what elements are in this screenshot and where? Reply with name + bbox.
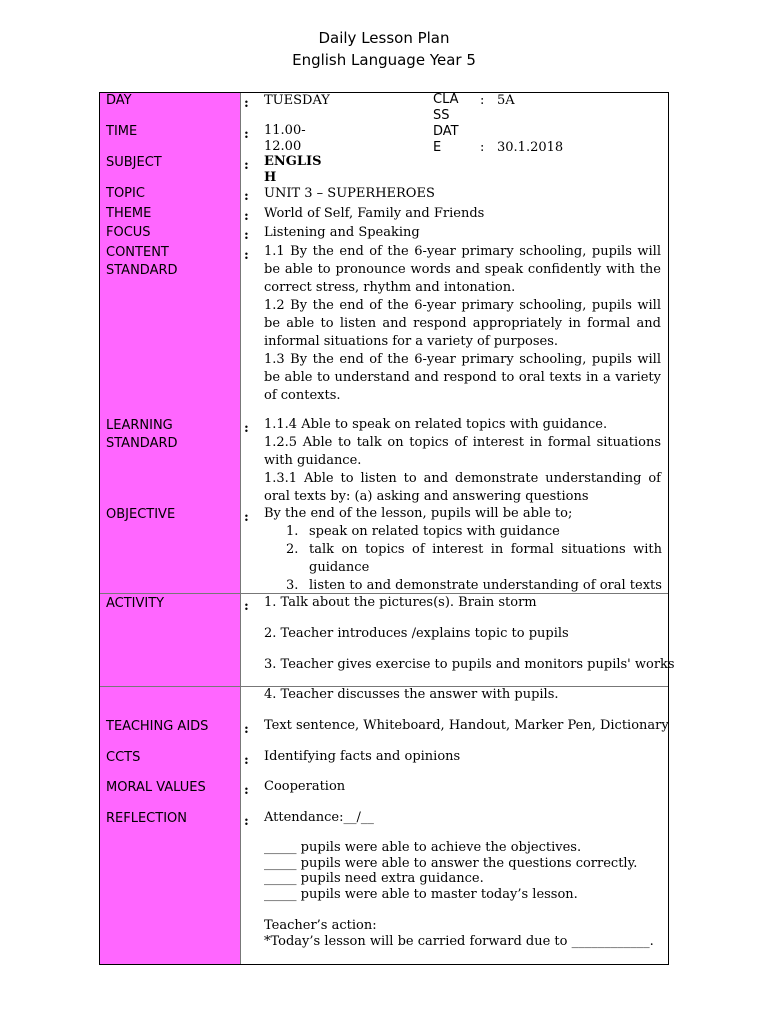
time-label: TIME <box>106 124 138 139</box>
lesson-title: Daily Lesson Plan <box>318 29 450 47</box>
colon: : <box>244 722 249 737</box>
teacher-action-text: *Today’s lesson will be carried forward due to ____________. <box>264 934 654 949</box>
column-divider <box>240 93 241 964</box>
colon: : <box>244 783 249 798</box>
ccts-value: Identifying facts and opinions <box>264 749 461 764</box>
content-standard-label: CONTENT STANDARD <box>106 245 178 278</box>
colon: : <box>244 228 249 243</box>
activity-label: ACTIVITY <box>106 596 165 611</box>
focus-value: Listening and Speaking <box>264 225 420 240</box>
date-label: DAT E <box>433 124 459 155</box>
learning-standard-label: LEARNING STANDARD <box>106 418 178 451</box>
day-value: TUESDAY <box>264 93 330 108</box>
class-value: 5A <box>497 93 515 108</box>
reflection-line: _____ pupils were able to answer the questions correctly. <box>264 855 638 871</box>
objective-item <box>286 541 662 577</box>
teaching-aids-value: Text sentence, Whiteboard, Handout, Marker Pen, Dictionary <box>264 718 669 733</box>
objective-text: talk on topics of interest in formal situations with guidance <box>309 542 662 575</box>
subject-value: ENGLIS H <box>264 154 322 185</box>
colon: : <box>480 93 485 108</box>
objective-number: 3. <box>286 578 299 593</box>
content-standard-item: 1.3 By the end of the 6-year primary schooling, pupils will be able to understand and respond to oral texts in a variety of contexts. <box>264 352 661 403</box>
colon: : <box>244 189 249 204</box>
class-label: CLA SS <box>433 92 459 123</box>
activity-item: 1. Talk about the pictures(s). Brain storm <box>264 595 537 610</box>
teacher-action-label: Teacher’s action: <box>264 918 377 933</box>
objective-intro: By the end of the lesson, pupils will be able to; <box>264 506 573 521</box>
topic-value: UNIT 3 – SUPERHEROES <box>264 186 435 201</box>
activity-item: 3. Teacher gives exercise to pupils and monitors pupils' works <box>264 657 675 672</box>
objective-label: OBJECTIVE <box>106 507 176 522</box>
content-standard-item: 1.2 By the end of the 6-year primary schooling, pupils will be able to listen and respond appropriately in formal and informal situations for a variety of purposes. <box>264 298 661 349</box>
time-value: 11.00- 12.00 <box>264 123 306 154</box>
colon: : <box>244 753 249 768</box>
learning-standard-item: 1.1.4 Able to speak on related topics with guidance. <box>264 417 608 432</box>
colon: : <box>244 814 249 829</box>
moral-values-label: MORAL VALUES <box>106 780 206 795</box>
date-value: 30.1.2018 <box>497 140 564 155</box>
content-standard-item: 1.1 By the end of the 6-year primary schooling, pupils will be able to pronounce words and speak confidently with the correct stress, rhythm and intonation. <box>264 244 661 295</box>
activity-item: 2. Teacher introduces /explains topic to pupils <box>264 626 569 641</box>
reflection-line: _____ pupils were able to achieve the objectives. <box>264 840 582 855</box>
objective-item <box>286 577 662 595</box>
objective-text: speak on related topics with guidance <box>309 524 560 539</box>
ccts-label: CCTS <box>106 750 141 765</box>
activity-item: 4. Teacher discusses the answer with pupils. <box>264 687 559 702</box>
colon: : <box>244 510 249 525</box>
content-standard-list <box>264 243 661 405</box>
colon: : <box>244 421 249 436</box>
objective-number: 2. <box>286 542 299 557</box>
colon: : <box>244 96 249 111</box>
moral-values-value: Cooperation <box>264 779 346 794</box>
reflection-line: _____ pupils need extra guidance. <box>264 871 484 886</box>
teaching-aids-label: TEACHING AIDS <box>106 719 209 734</box>
objective-number: 1. <box>286 524 299 539</box>
lesson-subtitle: English Language Year 5 <box>292 51 476 69</box>
objective-text: listen to and demonstrate understanding of oral texts <box>309 578 662 593</box>
colon: : <box>244 158 249 173</box>
objective-item <box>286 523 662 541</box>
learning-standard-list <box>264 416 661 506</box>
colon: : <box>244 127 249 142</box>
learning-standard-item: 1.2.5 Able to talk on topics of interest in formal situations with guidance. <box>264 435 661 468</box>
reflection-lines <box>264 840 637 902</box>
colon: : <box>480 140 485 155</box>
reflection-line: _____ pupils were able to master today’s lesson. <box>264 886 578 902</box>
day-label: DAY <box>106 93 132 108</box>
colon: : <box>244 599 249 614</box>
theme-value: World of Self, Family and Friends <box>264 206 485 221</box>
reflection-label: REFLECTION <box>106 811 187 826</box>
subject-label: SUBJECT <box>106 155 162 170</box>
attendance-line: Attendance:__/__ <box>264 810 374 825</box>
learning-standard-item: 1.3.1 Able to listen to and demonstrate understanding of oral texts by: (a) asking and answering questions <box>264 471 661 504</box>
topic-label: TOPIC <box>106 186 145 201</box>
theme-label: THEME <box>106 206 152 221</box>
focus-label: FOCUS <box>106 225 151 240</box>
colon: : <box>244 248 249 263</box>
colon: : <box>244 209 249 224</box>
